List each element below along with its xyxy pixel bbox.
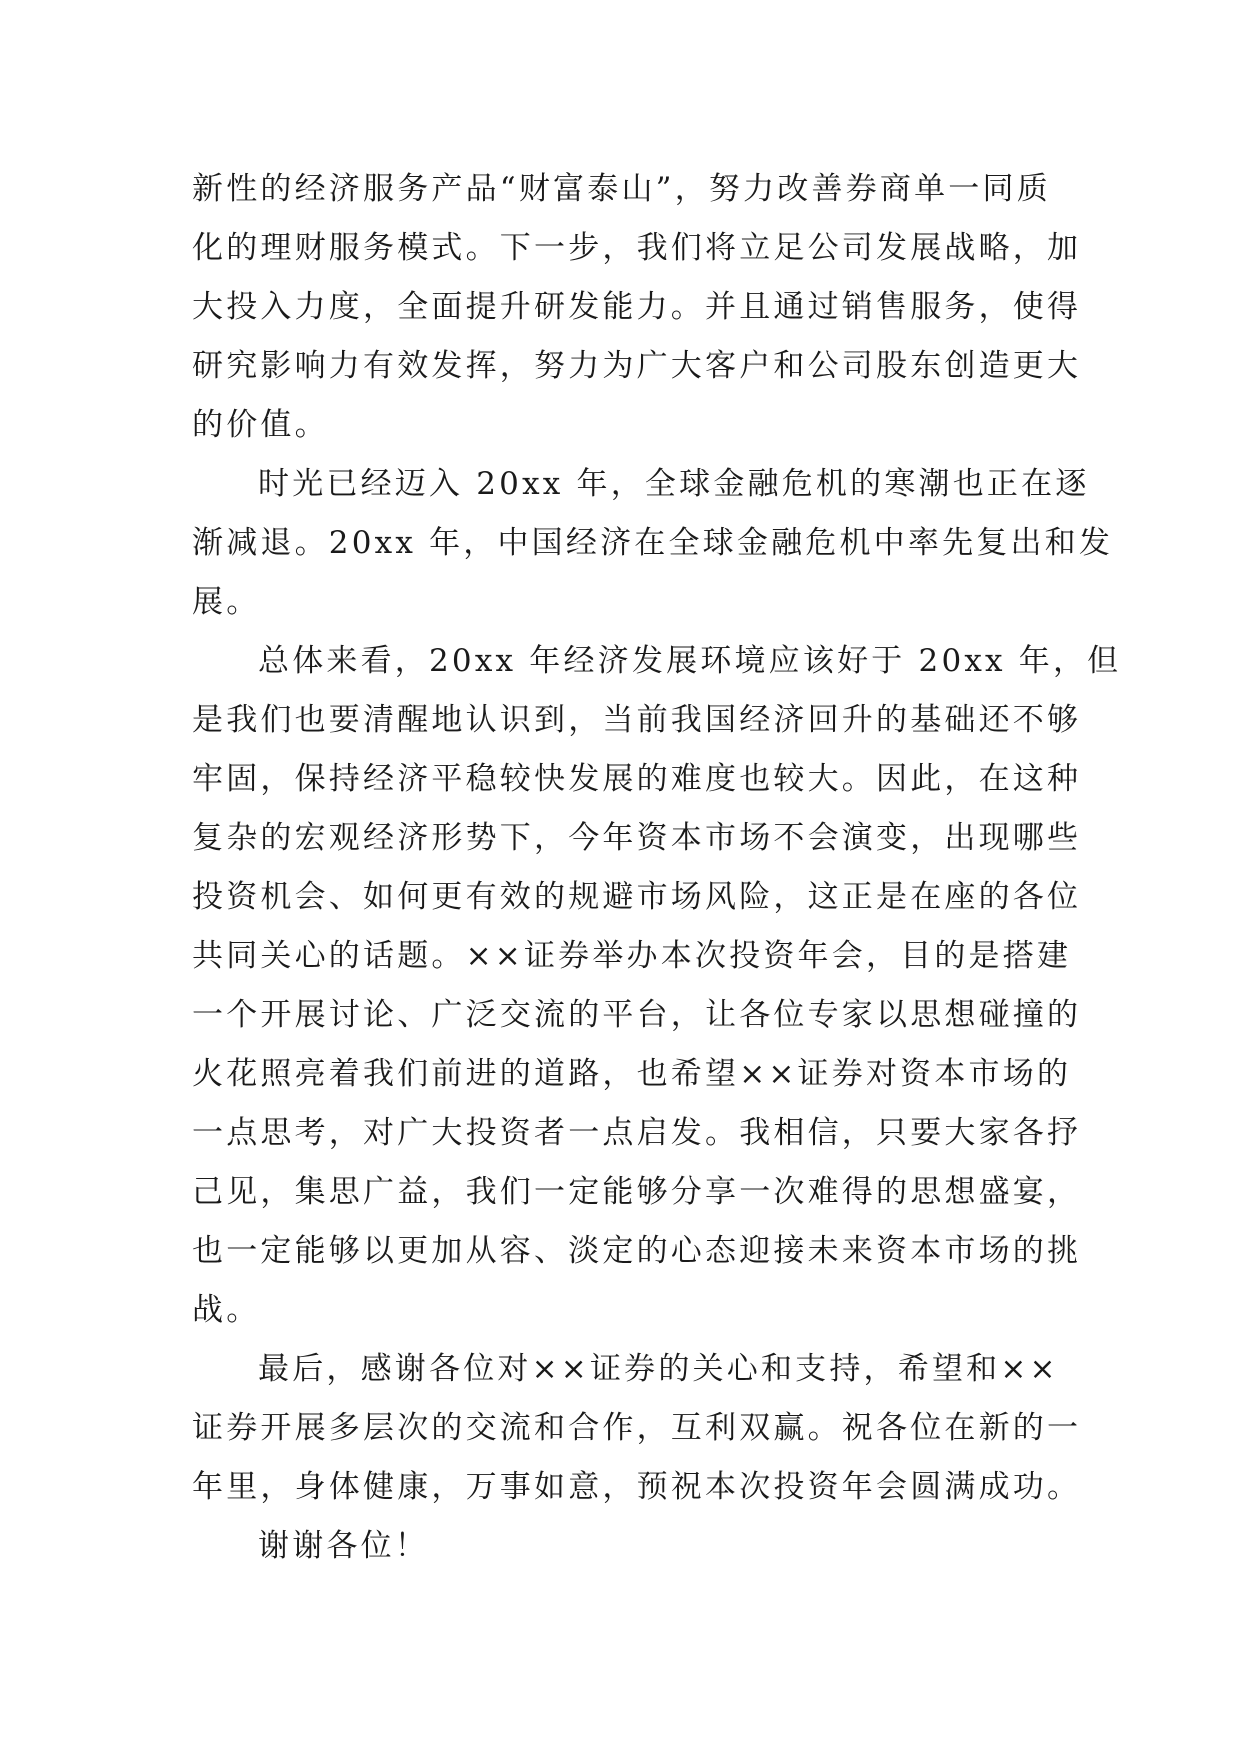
- text-line: 大投入力度，全面提升研发能力。并且通过销售服务，使得: [192, 289, 1082, 325]
- paragraph-first-line: 时光已经迈入 20xx 年，全球金融危机的寒潮也正在逐: [258, 466, 1090, 502]
- text-line: 新性的经济服务产品“财富泰山”，努力改善券商单一同质: [192, 171, 1051, 207]
- closing-line: 谢谢各位！: [258, 1528, 429, 1564]
- text-line: 牢固，保持经济平稳较快发展的难度也较大。因此，在这种: [192, 761, 1082, 797]
- text-line: 一个开展讨论、广泛交流的平台，让各位专家以思想碰撞的: [192, 997, 1082, 1033]
- text-line: 也一定能够以更加从容、淡定的心态迎接未来资本市场的挑: [192, 1233, 1082, 1269]
- text-line: 证券开展多层次的交流和合作，互利双赢。祝各位在新的一: [192, 1410, 1082, 1446]
- text-line: 己见，集思广益，我们一定能够分享一次难得的思想盛宴，: [192, 1174, 1082, 1210]
- text-line: 战。: [192, 1292, 261, 1328]
- text-line: 化的理财服务模式。下一步，我们将立足公司发展战略，加: [192, 230, 1082, 266]
- text-line: 一点思考，对广大投资者一点启发。我相信，只要大家各抒: [192, 1115, 1082, 1151]
- paragraph-first-line: 最后，感谢各位对××证券的关心和支持，希望和××: [258, 1351, 1059, 1387]
- text-line: 渐减退。20xx 年，中国经济在全球金融危机中率先复出和发: [192, 525, 1114, 561]
- text-line: 投资机会、如何更有效的规避市场风险，这正是在座的各位: [192, 879, 1082, 915]
- text-line: 是我们也要清醒地认识到，当前我国经济回升的基础还不够: [192, 702, 1082, 738]
- text-line: 的价值。: [192, 407, 329, 443]
- text-line: 展。: [192, 584, 261, 620]
- text-line: 年里，身体健康，万事如意，预祝本次投资年会圆满成功。: [192, 1469, 1082, 1505]
- paragraph-first-line: 总体来看，20xx 年经济发展环境应该好于 20xx 年，但: [258, 643, 1122, 679]
- text-line: 共同关心的话题。××证券举办本次投资年会，目的是搭建: [192, 938, 1072, 974]
- text-line: 火花照亮着我们前进的道路，也希望××证券对资本市场的: [192, 1056, 1072, 1092]
- document-body: [192, 160, 1122, 1576]
- text-line: 复杂的宏观经济形势下，今年资本市场不会演变，出现哪些: [192, 820, 1082, 856]
- text-line: 研究影响力有效发挥，努力为广大客户和公司股东创造更大: [192, 348, 1082, 384]
